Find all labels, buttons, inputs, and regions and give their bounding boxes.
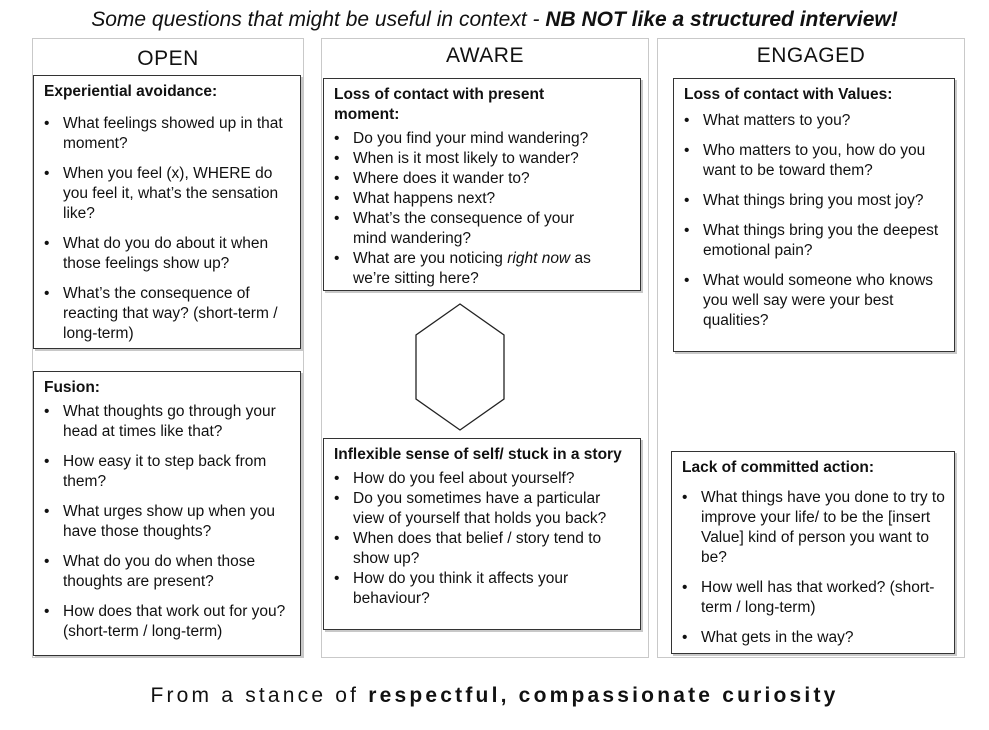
list-item-emphasis: right now [507, 250, 571, 267]
fusion-heading: Fusion: [44, 379, 100, 396]
list-item: • Do you find your mind wandering? [334, 129, 632, 149]
footer-bold: respectful, compassionate curiosity [368, 684, 839, 707]
experiential-avoidance-list [44, 114, 292, 344]
column-heading-open: OPEN [137, 47, 199, 70]
values-heading: Loss of contact with Values: [684, 86, 893, 103]
page-title [0, 8, 989, 32]
list-item: • What would someone who knows you well say were your best qualities? [684, 271, 946, 331]
list-item: • What gets in the way? [682, 628, 946, 648]
list-item: • What things bring you most joy? [684, 191, 946, 211]
list-item [334, 249, 632, 289]
list-item-text: What are you noticing [353, 250, 508, 267]
self-story-list [334, 469, 632, 609]
list-item: • What urges show up when you have those thoughts? [44, 502, 292, 542]
column-heading-aware: AWARE [446, 44, 524, 67]
values-box [673, 78, 955, 352]
column-heading-engaged: ENGAGED [756, 44, 866, 67]
committed-action-heading: Lack of committed action: [682, 459, 875, 476]
hexagon-icon [414, 302, 506, 432]
list-item: • Who matters to you, how do you want to be toward them? [684, 141, 946, 181]
list-item: • How easy it to step back from them? [44, 452, 292, 492]
list-item: • How do you think it affects your behaviour? [334, 569, 632, 609]
list-item: • Where does it wander to? [334, 169, 632, 189]
list-item: • What’s the consequence of reacting that way? (short-term / long-term) [44, 284, 292, 344]
self-story-box [323, 438, 641, 630]
self-story-heading: Inflexible sense of self/ stuck in a story [334, 446, 622, 463]
list-item: • How do you feel about yourself? [334, 469, 632, 489]
present-moment-heading: Loss of contact with present moment: [334, 86, 545, 123]
list-item: • What things have you done to try to improve your life/ to be the [insert Value] kind of person you want to be? [682, 488, 946, 568]
list-item: • What happens next? [334, 189, 632, 209]
title-emphasis: NB NOT like a structured interview! [545, 8, 898, 31]
list-item: • When does that belief / story tend to show up? [334, 529, 632, 569]
fusion-list [44, 402, 292, 642]
list-item: • How well has that worked? (short-term / long-term) [682, 578, 946, 618]
present-moment-list [334, 129, 632, 289]
committed-action-box [671, 451, 955, 654]
values-list [684, 111, 946, 331]
list-item: • What do you do when those thoughts are present? [44, 552, 292, 592]
title-italic: Some questions that might be useful in context - [91, 8, 546, 31]
list-item: • What feelings showed up in that moment? [44, 114, 292, 154]
list-item: • What thoughts go through your head at times like that? [44, 402, 292, 442]
experiential-avoidance-box [33, 75, 301, 349]
list-item: • Do you sometimes have a particular view of yourself that holds you back? [334, 489, 632, 529]
present-moment-box [323, 78, 641, 291]
fusion-box [33, 371, 301, 656]
list-item: • What’s the consequence of your mind wandering? [334, 209, 632, 249]
list-item: • When is it most likely to wander? [334, 149, 632, 169]
list-item: • How does that work out for you? (short-term / long-term) [44, 602, 292, 642]
list-item: • What do you do about it when those feelings show up? [44, 234, 292, 274]
list-item: • When you feel (x), WHERE do you feel it, what’s the sensation like? [44, 164, 292, 224]
footer-caption [0, 684, 989, 708]
list-item-text: as we’re sitting here? [353, 250, 591, 287]
list-item: • What things bring you the deepest emotional pain? [684, 221, 946, 261]
committed-action-list [682, 488, 946, 648]
list-item: • What matters to you? [684, 111, 946, 131]
footer-plain: From a stance of [150, 684, 369, 707]
experiential-avoidance-heading: Experiential avoidance: [44, 83, 218, 100]
